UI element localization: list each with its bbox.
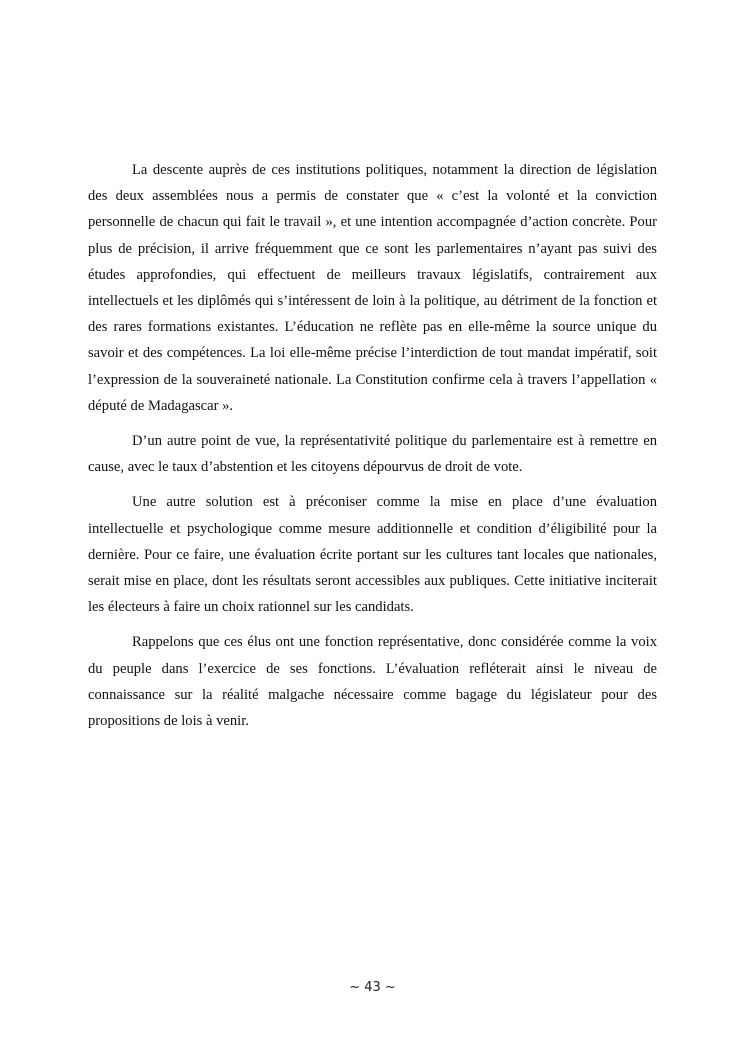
paragraph-4: Rappelons que ces élus ont une fonction représentative, donc considérée comme la voix du peuple dans l’exercice de ses fonctions. L’évaluation refléterait ainsi le niveau de connaissance sur la réalité malgache nécessaire comme bagage du législateur pour des propositions de lois à venir. bbox=[88, 634, 657, 730]
paragraph-2: D’un autre point de vue, la représentativité politique du parlementaire est à remettre en cause, avec le taux d’abstention et les citoyens dépourvus de droit de vote. bbox=[88, 433, 657, 476]
page-number: ~ 43 ~ bbox=[349, 980, 396, 995]
paragraph-1: La descente auprès de ces institutions politiques, notamment la direction de législation des deux assemblées nous a permis de constater que « c’est la volonté et la conviction personnelle de chacun qui fait le travail », et une intention accompagnée d’action concrète. Pour plus de précision, il arrive fréquemment que ce sont les parlementaires n’ayant pas suivi des études approfondies, qui effectuent de meilleurs travaux législatifs, contrairement aux intellectuels et les diplômés qui s’intéressent de loin à la politique, au détriment de la fonction et des rares formations existantes. L’éducation ne reflète pas en elle-même la source unique du savoir et des compétences. La loi elle-même précise l’interdiction de tout mandat impératif, soit l’expression de la souveraineté nationale. La Constitution confirme cela à travers l’appellation « député de Madagascar ». bbox=[88, 162, 657, 414]
paragraph-3: Une autre solution est à préconiser comme la mise en place d’une évaluation intellectuelle et psychologique comme mesure additionnelle et condition d’éligibilité pour la dernière. Pour ce faire, une évaluation écrite portant sur les cultures tant locales que nationales, serait mise en place, dont les résultats seront accessibles aux publiques. Cette initiative inciterait les électeurs à faire un choix rationnel sur les candidats. bbox=[88, 494, 657, 616]
body-text bbox=[88, 157, 657, 743]
